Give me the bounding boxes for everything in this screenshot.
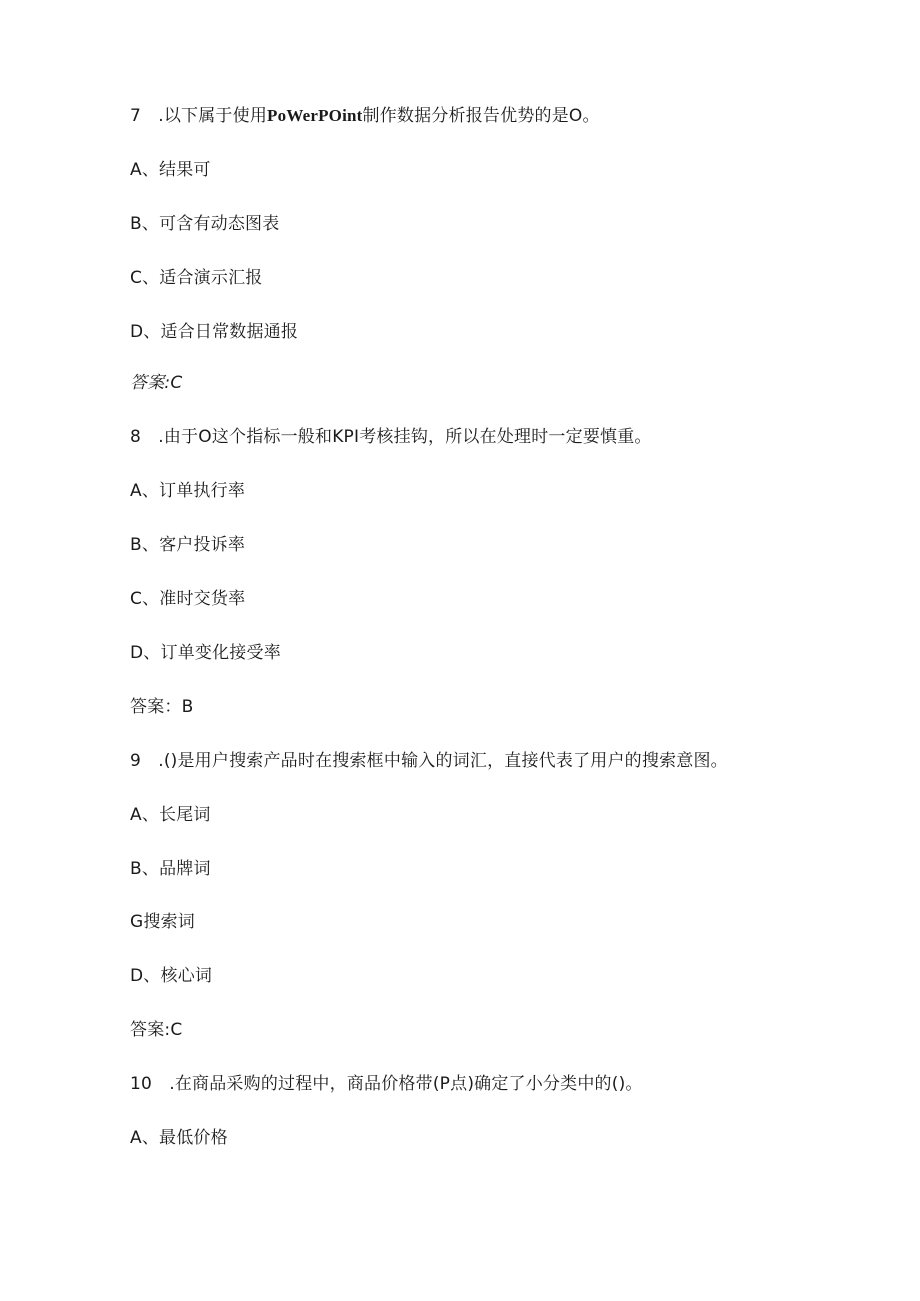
- question-9-option-c: G搜索词: [130, 912, 195, 932]
- question-7-stem: [130, 105, 600, 127]
- question-10-option-a: A、最低价格: [130, 1128, 228, 1148]
- question-8-option-b: B、客户投诉率: [130, 535, 246, 555]
- question-8-answer: 答案：B: [130, 697, 194, 717]
- question-7-stem-pre: 7 .以下属于使用: [130, 106, 268, 126]
- question-9-answer: 答案:C: [130, 1020, 183, 1040]
- question-7-stem-post: 制作数据分析报告优势的是O。: [362, 106, 600, 126]
- question-7-option-d: D、适合日常数据通报: [130, 322, 299, 342]
- question-8-option-d: D、订单变化接受率: [130, 643, 281, 663]
- question-9-stem: 9 .()是用户搜索产品时在搜索框中输入的词汇，直接代表了用户的搜索意图。: [130, 751, 728, 771]
- question-7-answer: 答案:C: [130, 373, 183, 393]
- question-9-option-b: B、品牌词: [130, 859, 211, 879]
- question-8-option-a: A、订单执行率: [130, 481, 246, 501]
- question-10-stem: 10 .在商品采购的过程中，商品价格带(P点)确定了小分类中的()。: [130, 1074, 643, 1094]
- question-7-stem-powerpoint: PoWerPOint: [267, 106, 363, 125]
- question-7-option-b: B、可含有动态图表: [130, 214, 280, 234]
- question-7-option-c: C、适合演示汇报: [130, 268, 263, 288]
- question-9-option-a: A、长尾词: [130, 805, 211, 825]
- question-8-option-c: C、准时交货率: [130, 589, 246, 609]
- question-9-option-d: D、核心词: [130, 966, 213, 986]
- question-8-stem: 8 .由于O这个指标一般和KPI考核挂钩，所以在处理时一定要慎重。: [130, 427, 652, 447]
- question-7-option-a: A、结果可: [130, 160, 211, 180]
